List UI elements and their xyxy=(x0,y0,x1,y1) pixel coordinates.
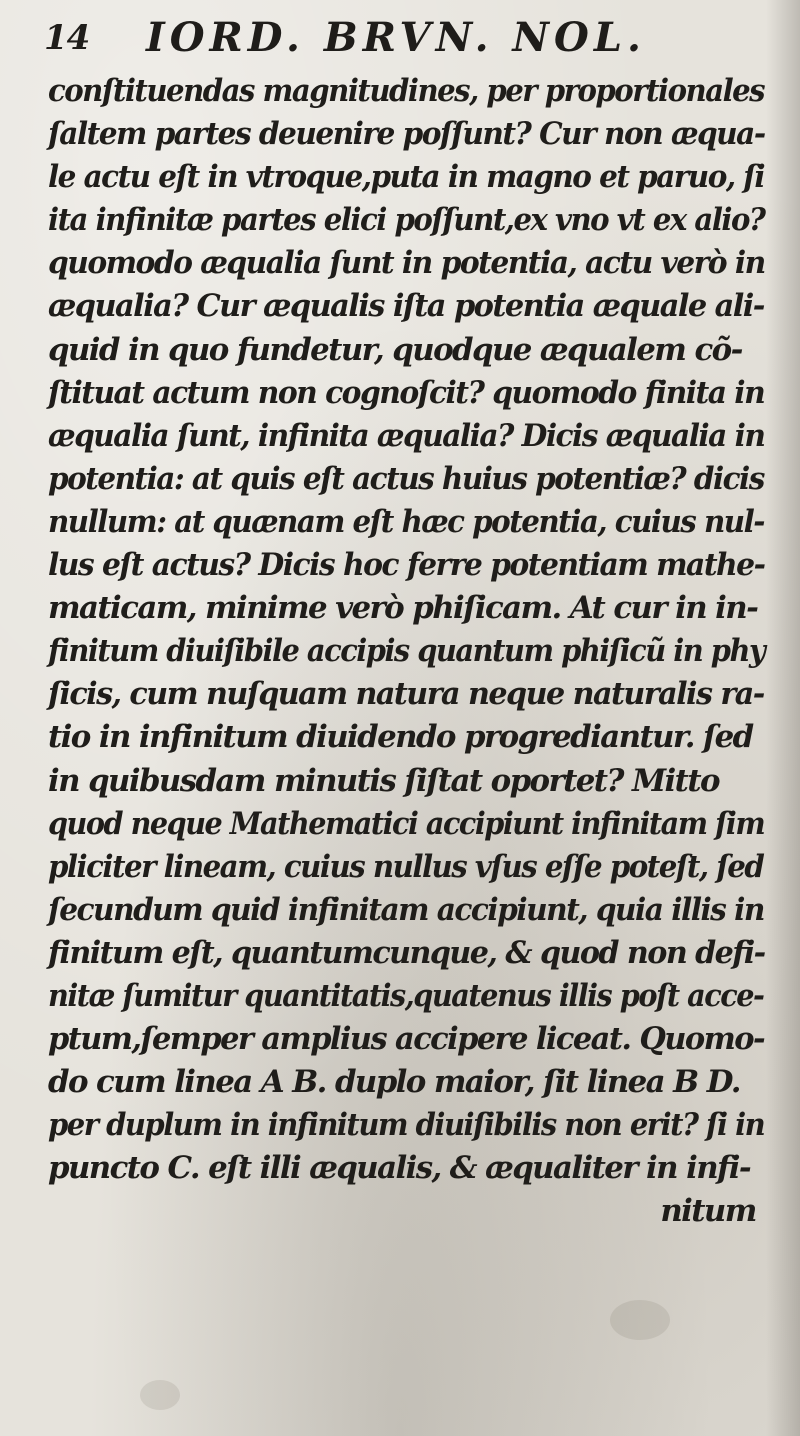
text-line: finitum eſt, quantumcunque, & quod non defi- xyxy=(48,934,765,971)
paper-stain xyxy=(610,1300,670,1340)
text-line: quomodo æqualia ſunt in potentia, actu verò in xyxy=(48,245,765,282)
text-line: lus eſt actus? Dicis hoc ferre potentiam mathe- xyxy=(48,547,765,584)
text-line: conſtituendas magnitudines, per proportionales xyxy=(48,73,765,109)
catchword: nitum xyxy=(660,1193,756,1230)
text-line: ſecundum quid infinitam accipiunt, quia illis in xyxy=(48,891,764,928)
text-line: do cum linea A B. duplo maior, ſit linea B D. xyxy=(48,1064,740,1101)
text-line: maticam, minime verò phiſicam. At cur in in- xyxy=(48,590,758,627)
text-line: tio in infinitum diuidendo progrediantur. ſed xyxy=(48,719,753,756)
running-head: IORD. BRVN. NOL. xyxy=(146,14,646,61)
text-line: nullum: at quænam eſt hæc potentia, cuius nul- xyxy=(48,503,764,540)
text-line: nitæ ſumitur quantitatis,quatenus illis poſt acce- xyxy=(48,977,764,1014)
text-line: le actu eſt in vtroque,puta in magno et paruo, ſi xyxy=(48,159,765,196)
text-line: æqualia ſunt, infinita æqualia? Dicis æqualia in xyxy=(48,417,765,454)
page-edge-shadow xyxy=(766,0,800,1436)
text-line: ita infinitæ partes elici poſſunt,ex vno vt ex alio? xyxy=(48,202,765,239)
text-line: finitum diuiſibile accipis quantum phiſicũ in phy xyxy=(48,633,765,670)
text-line: pliciter lineam, cuius nullus vſus eſſe poteſt, ſed xyxy=(48,848,764,885)
page-header xyxy=(44,12,744,64)
paper-stain xyxy=(140,1380,180,1410)
text-line: ptum,ſemper amplius accipere liceat. Quomo- xyxy=(48,1021,765,1058)
text-line: ſicis, cum nuſquam natura neque naturalis ra- xyxy=(48,676,764,713)
text-line: ſtituat actum non cognoſcit? quomodo finita in xyxy=(48,374,765,411)
text-line: ſaltem partes deuenire poſſunt? Cur non æqua- xyxy=(48,116,765,153)
text-line: potentia: at quis eſt actus huius potentiæ? dicis xyxy=(48,460,764,497)
text-line: quod neque Mathematici accipiunt infinitam ſim xyxy=(48,805,765,842)
page-number: 14 xyxy=(44,18,90,58)
text-line: puncto C. eſt illi æqualis, & æqualiter in infi- xyxy=(48,1150,751,1187)
text-line: quid in quo fundetur, quodque æqualem cõ- xyxy=(48,331,742,368)
text-line: in quibusdam minutis ſiſtat oportet? Mitto xyxy=(48,762,719,799)
text-line: æqualia? Cur æqualis iſta potentia æquale ali- xyxy=(48,288,764,325)
body-text xyxy=(48,70,768,1234)
text-line: per duplum in infinitum diuiſibilis non erit? ſi in xyxy=(48,1107,765,1144)
